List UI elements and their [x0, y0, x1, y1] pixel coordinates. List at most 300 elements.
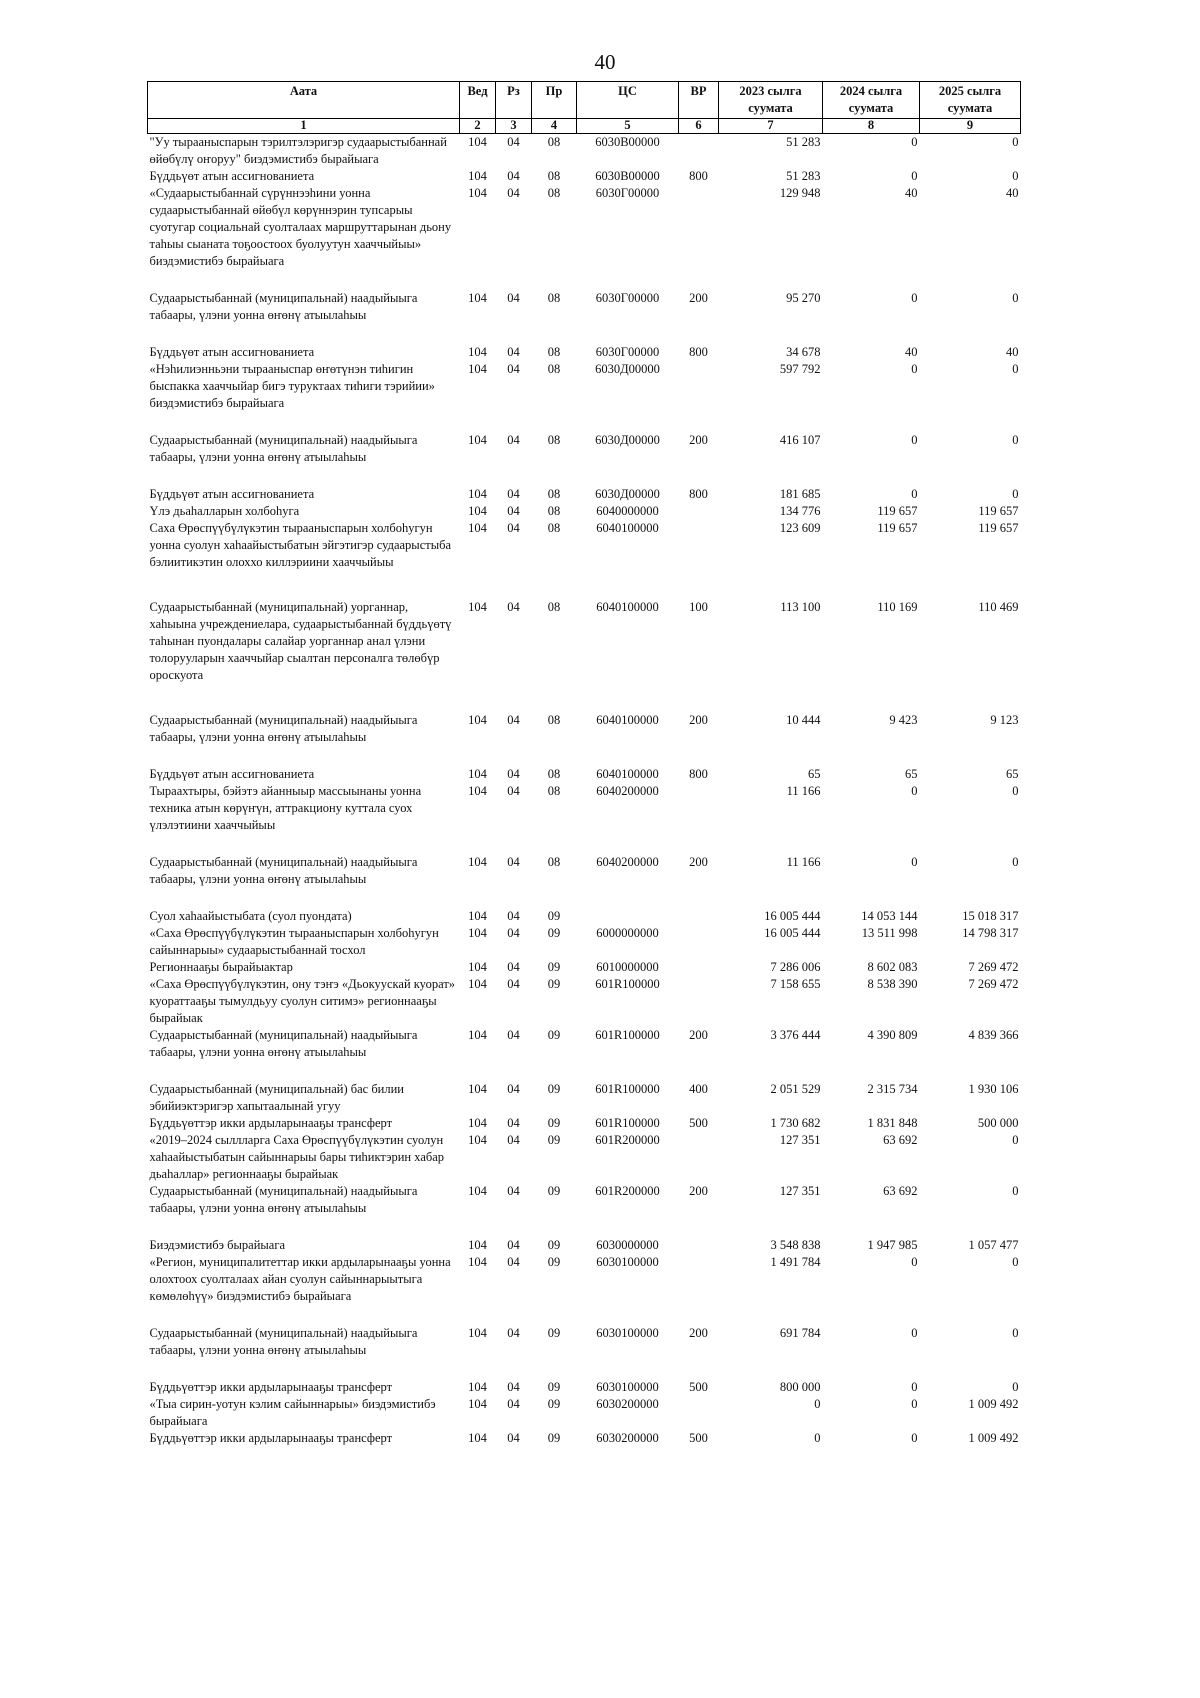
row-rz: 04: [507, 1380, 520, 1394]
row-amount-2023: 51 283: [786, 135, 821, 149]
row-vr: 800: [689, 767, 708, 781]
row-rz: 04: [507, 186, 520, 200]
row-amount-2023: 0: [814, 1397, 821, 1411]
table-row: [148, 959, 1021, 976]
row-amount-2025: 9 123: [990, 713, 1019, 727]
row-amount-2025: 4 839 366: [968, 1028, 1019, 1042]
row-rz: 04: [507, 1133, 520, 1147]
row-rz: 04: [507, 362, 520, 376]
row-ved: 104: [468, 960, 487, 974]
row-cs: 601R200000: [595, 1133, 660, 1147]
row-amount-2024: 13 511 998: [861, 926, 918, 940]
row-vr: 200: [689, 433, 708, 447]
row-rz: 04: [507, 600, 520, 614]
row-cs: 601R200000: [595, 1184, 660, 1198]
row-rz: 04: [507, 504, 520, 518]
table-row: [148, 766, 1021, 783]
row-pr: 08: [547, 186, 561, 200]
row-amount-2023: 11 166: [786, 855, 821, 869]
row-name: «Саха Өрөспүүбүлүкэтин, ону тэҥэ «Дьокуускай куорат» куораттааҕы тымулдьуу суолун ситимэ» регионнааҕы бырайыак: [149, 977, 456, 1025]
column-number: 8: [823, 119, 920, 134]
row-cs: 6030Д00000: [595, 362, 660, 376]
row-pr: 08: [547, 855, 561, 869]
row-cs: 6030В00000: [595, 169, 660, 183]
row-amount-2023: 127 351: [779, 1133, 821, 1147]
row-name: Бүддьүөттэр икки ардыларынааҕы трансферт: [149, 1431, 393, 1445]
row-pr: 08: [547, 504, 561, 518]
row-pr: 09: [547, 1028, 561, 1042]
row-amount-2025: 7 269 472: [968, 960, 1019, 974]
row-pr: 09: [547, 1184, 561, 1198]
row-amount-2025: 14 798 317: [962, 926, 1019, 940]
row-amount-2024: 0: [911, 855, 918, 869]
row-amount-2023: 127 351: [779, 1184, 821, 1198]
row-vr: 100: [689, 600, 708, 614]
column-number: 4: [532, 119, 577, 134]
row-vr: 200: [689, 1326, 708, 1340]
row-pr: 08: [547, 433, 561, 447]
row-name: Бүддьүөт атын ассигнованиета: [149, 487, 315, 501]
row-vr: 200: [689, 855, 708, 869]
row-rz: 04: [507, 1082, 520, 1096]
row-amount-2024: 1 831 848: [867, 1116, 918, 1130]
page-number: 40: [594, 50, 616, 74]
row-amount-2024: 0: [911, 362, 918, 376]
row-rz: 04: [507, 1431, 520, 1445]
row-amount-2023: 16 005 444: [764, 909, 821, 923]
row-vr: [679, 925, 719, 959]
row-vr: [679, 783, 719, 854]
table-row: [148, 1132, 1021, 1183]
row-amount-2024: 4 390 809: [867, 1028, 918, 1042]
table-row: [148, 1430, 1021, 1447]
row-name: Судаарыстыбаннай (муниципальнай) наадыйыыга табаары, үлэни уонна өҥөнү атыылаһыы: [149, 291, 418, 322]
row-cs: 6040100000: [596, 600, 659, 614]
row-pr: 08: [547, 135, 561, 149]
row-vr: [679, 1132, 719, 1183]
row-cs: 6030200000: [596, 1431, 659, 1445]
row-amount-2024: 65: [905, 767, 918, 781]
row-rz: 04: [507, 1116, 520, 1130]
row-ved: 104: [468, 713, 487, 727]
row-cs: 6040100000: [596, 767, 659, 781]
row-vr: [679, 503, 719, 520]
row-amount-2023: 7 158 655: [770, 977, 821, 991]
row-amount-2023: 7 286 006: [770, 960, 821, 974]
row-ved: 104: [468, 521, 487, 535]
row-amount-2023: 2 051 529: [770, 1082, 821, 1096]
table-row: [148, 1237, 1021, 1254]
row-name: Судаарыстыбаннай (муниципальнай) уорганнар, хаһыына учреждениелара, судаарыстыбаннай бүддьүөтү таһынан пуондалары салайар уорганнар анал үлэни толорууларын хааччыйар сыалтан персоналга төлөбүр ороскуота: [149, 600, 452, 682]
row-cs: 6000000000: [596, 926, 659, 940]
row-rz: 04: [507, 713, 520, 727]
row-vr: 500: [689, 1380, 708, 1394]
row-ved: 104: [468, 1326, 487, 1340]
row-ved: 104: [468, 1431, 487, 1445]
row-pr: 08: [547, 169, 561, 183]
row-cs: 6030100000: [596, 1255, 659, 1269]
row-ved: 104: [468, 362, 487, 376]
row-amount-2025: 0: [1012, 169, 1019, 183]
row-rz: 04: [507, 1028, 520, 1042]
row-rz: 04: [507, 784, 520, 798]
row-vr: [679, 959, 719, 976]
row-name: Судаарыстыбаннай (муниципальнай) наадыйыыга табаары, үлэни уонна өҥөнү атыылаһыы: [149, 713, 418, 744]
header-2025: 2025 сылга суумата: [920, 82, 1021, 119]
row-amount-2023: 34 678: [786, 345, 821, 359]
table-row: [148, 976, 1021, 1027]
row-ved: 104: [468, 1133, 487, 1147]
row-pr: 08: [547, 767, 561, 781]
row-amount-2024: 8 602 083: [867, 960, 918, 974]
table-row: [148, 1081, 1021, 1115]
row-vr: [679, 361, 719, 432]
row-amount-2025: 0: [1012, 135, 1019, 149]
table-row: [148, 1027, 1021, 1081]
row-amount-2025: 500 000: [977, 1116, 1019, 1130]
row-cs: 6040200000: [596, 784, 659, 798]
row-rz: 04: [507, 1184, 520, 1198]
row-amount-2023: 1 491 784: [770, 1255, 821, 1269]
row-ved: 104: [468, 433, 487, 447]
row-name: Судаарыстыбаннай (муниципальнай) наадыйыыга табаары, үлэни уонна өҥөнү атыылаһыы: [149, 1184, 418, 1215]
row-amount-2024: 0: [911, 1397, 918, 1411]
row-pr: 08: [547, 521, 561, 535]
table-row: [148, 599, 1021, 712]
row-ved: 104: [468, 1116, 487, 1130]
row-cs: 6010000000: [596, 960, 659, 974]
row-ved: 104: [468, 977, 487, 991]
row-ved: 104: [468, 1082, 487, 1096]
row-ved: 104: [468, 135, 487, 149]
row-amount-2023: 0: [814, 1431, 821, 1445]
header-2023: 2023 сылга суумата: [719, 82, 823, 119]
row-amount-2025: 0: [1012, 362, 1019, 376]
row-rz: 04: [507, 1238, 520, 1252]
row-cs: 6030Г00000: [595, 345, 660, 359]
row-name: «Судаарыстыбаннай сүрүннээһини уонна судаарыстыбаннай өйөбүл көрүннэрин тупсарыы суотугар социальнай суолталаах маршруттарынан дьону таһыы сыаната тоҕоостоох буолуутун хааччыйыы» биэдэмистибэ бырайыага: [149, 186, 452, 268]
row-amount-2023: 11 166: [786, 784, 821, 798]
row-amount-2024: 0: [911, 291, 918, 305]
row-amount-2024: 0: [911, 169, 918, 183]
row-name: Судаарыстыбаннай (муниципальнай) наадыйыыга табаары, үлэни уонна өҥөнү атыылаһыы: [149, 1326, 418, 1357]
row-ved: 104: [468, 855, 487, 869]
row-amount-2024: 110 169: [877, 600, 918, 614]
table-row: [148, 925, 1021, 959]
table-row: [148, 168, 1021, 185]
row-pr: 09: [547, 960, 561, 974]
row-pr: 08: [547, 362, 561, 376]
row-name: «Саха Өрөспүүбүлүкэтин тырааныспарын холбоһугун сайыннарыы» судаарыстыбаннай тосхол: [149, 926, 439, 957]
row-rz: 04: [507, 909, 520, 923]
row-amount-2024: 119 657: [877, 504, 918, 518]
row-amount-2023: 1 730 682: [770, 1116, 821, 1130]
row-cs: 6030Д00000: [595, 433, 660, 447]
row-cs: 601R100000: [595, 1116, 660, 1130]
table-row: [148, 1254, 1021, 1325]
row-pr: 09: [547, 909, 561, 923]
row-amount-2024: 8 538 390: [867, 977, 918, 991]
row-name: Судаарыстыбаннай (муниципальнай) наадыйыыга табаары, үлэни уонна өҥөнү атыылаһыы: [149, 1028, 418, 1059]
row-amount-2024: 9 423: [889, 713, 918, 727]
column-number: 7: [719, 119, 823, 134]
row-ved: 104: [468, 1184, 487, 1198]
row-amount-2025: 0: [1012, 433, 1019, 447]
row-pr: 09: [547, 1431, 561, 1445]
row-rz: 04: [507, 767, 520, 781]
row-name: Биэдэмистибэ бырайыага: [149, 1238, 286, 1252]
row-vr: 800: [689, 487, 708, 501]
row-amount-2023: 129 948: [779, 186, 821, 200]
header-name: Аата: [148, 82, 460, 119]
row-amount-2023: 416 107: [779, 433, 821, 447]
row-cs: 6030100000: [596, 1326, 659, 1340]
row-ved: 104: [468, 291, 487, 305]
row-amount-2024: 0: [911, 487, 918, 501]
row-vr: 500: [689, 1431, 708, 1445]
row-rz: 04: [507, 1255, 520, 1269]
table-row: [148, 503, 1021, 520]
row-pr: 08: [547, 713, 561, 727]
row-cs: 6030Г00000: [595, 186, 660, 200]
row-amount-2025: 0: [1012, 1255, 1019, 1269]
row-vr: 200: [689, 291, 708, 305]
column-number: 9: [920, 119, 1021, 134]
row-amount-2025: 0: [1012, 855, 1019, 869]
row-rz: 04: [507, 169, 520, 183]
row-rz: 04: [507, 291, 520, 305]
table-row: [148, 290, 1021, 344]
row-amount-2025: 1 009 492: [968, 1397, 1019, 1411]
row-name: Үлэ дьаһалларын холбоһуга: [149, 504, 300, 518]
table-row: [148, 1396, 1021, 1430]
row-amount-2023: 51 283: [786, 169, 821, 183]
row-amount-2024: 1 947 985: [867, 1238, 918, 1252]
table-row: [148, 1183, 1021, 1237]
table-row: [148, 432, 1021, 486]
row-cs: 601R100000: [595, 1082, 660, 1096]
table-row: [148, 520, 1021, 599]
row-amount-2025: 0: [1012, 1133, 1019, 1147]
row-amount-2023: 691 784: [779, 1326, 821, 1340]
row-amount-2024: 0: [911, 1380, 918, 1394]
row-amount-2023: 181 685: [779, 487, 821, 501]
row-amount-2025: 1 057 477: [968, 1238, 1019, 1252]
row-vr: 200: [689, 713, 708, 727]
row-amount-2024: 0: [911, 1255, 918, 1269]
row-amount-2023: 65: [808, 767, 821, 781]
row-amount-2023: 123 609: [779, 521, 821, 535]
header-pr: Пр: [532, 82, 577, 119]
row-ved: 104: [468, 1028, 487, 1042]
row-rz: 04: [507, 487, 520, 501]
column-number: 1: [148, 119, 460, 134]
row-amount-2024: 40: [905, 186, 918, 200]
row-pr: 09: [547, 1326, 561, 1340]
row-name: Суол хаһаайыстыбата (суол пуондата): [149, 909, 352, 923]
row-vr: [679, 185, 719, 290]
row-amount-2024: 0: [911, 433, 918, 447]
row-amount-2023: 113 100: [780, 600, 821, 614]
row-vr: 200: [689, 1184, 708, 1198]
row-name: Бүддьүөттэр икки ардыларынааҕы трансферт: [149, 1116, 393, 1130]
row-amount-2024: 40: [905, 345, 918, 359]
row-vr: [679, 520, 719, 599]
table-row: [148, 344, 1021, 361]
row-ved: 104: [468, 926, 487, 940]
row-amount-2024: 0: [911, 1326, 918, 1340]
row-pr: 08: [547, 600, 561, 614]
row-ved: 104: [468, 487, 487, 501]
row-ved: 104: [468, 600, 487, 614]
row-amount-2025: 119 657: [978, 504, 1019, 518]
column-number-row: [148, 119, 1021, 134]
row-amount-2023: 16 005 444: [764, 926, 821, 940]
row-pr: 08: [547, 487, 561, 501]
row-vr: 800: [689, 169, 708, 183]
row-amount-2025: 40: [1006, 186, 1019, 200]
row-cs: 6030Г00000: [595, 291, 660, 305]
row-vr: [679, 976, 719, 1027]
row-ved: 104: [468, 767, 487, 781]
row-cs: [577, 908, 679, 925]
row-ved: 104: [468, 504, 487, 518]
row-ved: 104: [468, 784, 487, 798]
row-cs: 601R100000: [595, 977, 660, 991]
row-cs: 6030В00000: [595, 135, 660, 149]
row-amount-2023: 3 548 838: [770, 1238, 821, 1252]
row-name: Саха Өрөспүүбүлүкэтин тырааныспарын холбоһугун уонна суолун хаһаайыстыбатын эйгэтигэр судаарыстыба бэлиитикэтин олоххо киллэриини хааччыйыы: [149, 521, 452, 569]
row-name: Регионнааҕы бырайыактар: [149, 960, 293, 974]
row-amount-2023: 3 376 444: [770, 1028, 821, 1042]
header-rz: Рз: [496, 82, 532, 119]
column-number: 3: [496, 119, 532, 134]
column-number: 2: [460, 119, 496, 134]
row-ved: 104: [468, 169, 487, 183]
row-rz: 04: [507, 926, 520, 940]
row-amount-2023: 10 444: [786, 713, 821, 727]
row-ved: 104: [468, 345, 487, 359]
row-amount-2023: 95 270: [786, 291, 821, 305]
table-row: [148, 361, 1021, 432]
row-cs: 6030200000: [596, 1397, 659, 1411]
row-name: «Тыа сирин-уотун кэлим сайыннарыы» биэдэмистибэ бырайыага: [149, 1397, 436, 1428]
row-amount-2024: 0: [911, 135, 918, 149]
table-row: [148, 134, 1021, 169]
row-amount-2023: 134 776: [779, 504, 821, 518]
row-vr: [679, 1254, 719, 1325]
row-pr: 09: [547, 1380, 561, 1394]
row-ved: 104: [468, 1397, 487, 1411]
row-vr: [679, 1396, 719, 1430]
row-cs: 6040200000: [596, 855, 659, 869]
table-row: [148, 1115, 1021, 1132]
row-name: «2019–2024 сыллларга Саха Өрөспүүбүлүкэтин суолун хаһаайыстыбатын сайыннарыы бары тиһиктэрин хабар дьаһаллар» регионнааҕы бырайыак: [149, 1133, 445, 1181]
row-vr: [679, 134, 719, 169]
row-ved: 104: [468, 186, 487, 200]
row-amount-2025: 1 930 106: [968, 1082, 1019, 1096]
row-name: Бүддьүөттэр икки ардыларынааҕы трансферт: [149, 1380, 393, 1394]
row-name: Бүддьүөт атын ассигнованиета: [149, 767, 315, 781]
table-row: [148, 1325, 1021, 1379]
budget-table: [147, 81, 1021, 1447]
row-vr: 800: [689, 345, 708, 359]
header-vr: ВР: [679, 82, 719, 119]
row-pr: 09: [547, 926, 561, 940]
row-rz: 04: [507, 1326, 520, 1340]
row-name: «Нэһилиэнньэни тырааныспар өҥөтүнэн тиһигин быспакка хааччыйар бигэ туруктаах тиһиги тэрийии» биэдэмистибэ бырайыага: [149, 362, 435, 410]
row-name: Судаарыстыбаннай (муниципальнай) наадыйыыга табаары, үлэни уонна өҥөнү атыылаһыы: [149, 433, 418, 464]
row-name: Тыраахтыры, бэйэтэ айанныыр массыынаны уонна техника атын көрүҥүн, аттракциону куттала суох үлэлэтиини хааччыйыы: [149, 784, 422, 832]
row-pr: 09: [547, 1397, 561, 1411]
row-amount-2023: 597 792: [779, 362, 821, 376]
row-rz: 04: [507, 855, 520, 869]
row-vr: 200: [689, 1028, 708, 1042]
row-ved: 104: [468, 1238, 487, 1252]
header-cs: ЦС: [577, 82, 679, 119]
row-pr: 09: [547, 1082, 561, 1096]
row-pr: 09: [547, 1116, 561, 1130]
row-amount-2025: 110 469: [978, 600, 1019, 614]
row-pr: 08: [547, 345, 561, 359]
row-amount-2025: 0: [1012, 1380, 1019, 1394]
row-ved: 104: [468, 1255, 487, 1269]
row-amount-2025: 0: [1012, 487, 1019, 501]
row-amount-2024: 63 692: [883, 1184, 918, 1198]
row-rz: 04: [507, 433, 520, 447]
row-amount-2025: 0: [1012, 1326, 1019, 1340]
row-cs: 6040100000: [596, 713, 659, 727]
row-cs: 6030100000: [596, 1380, 659, 1394]
row-rz: 04: [507, 345, 520, 359]
row-amount-2024: 63 692: [883, 1133, 918, 1147]
row-rz: 04: [507, 521, 520, 535]
column-number: 6: [679, 119, 719, 134]
row-pr: 09: [547, 1238, 561, 1252]
row-amount-2025: 1 009 492: [968, 1431, 1019, 1445]
row-name: «Регион, муниципалитеттар икки ардыларынааҕы уонна олохтоох суолталаах айан суолун сайыннарыытыга көмөлөһүү» биэдэмистибэ бырайыага: [149, 1255, 451, 1303]
row-pr: 08: [547, 291, 561, 305]
row-pr: 09: [547, 1255, 561, 1269]
table-body: [148, 134, 1021, 1448]
row-amount-2024: 0: [911, 1431, 918, 1445]
header-ved: Вед: [460, 82, 496, 119]
row-vr: 500: [689, 1116, 708, 1130]
row-amount-2025: 0: [1012, 291, 1019, 305]
column-number: 5: [577, 119, 679, 134]
row-cs: 6040000000: [596, 504, 659, 518]
table-row: [148, 712, 1021, 766]
row-amount-2025: 7 269 472: [968, 977, 1019, 991]
row-vr: [679, 908, 719, 925]
row-rz: 04: [507, 960, 520, 974]
row-pr: 08: [547, 784, 561, 798]
row-amount-2025: 40: [1006, 345, 1019, 359]
row-rz: 04: [507, 135, 520, 149]
row-cs: 6030000000: [596, 1238, 659, 1252]
row-name: Судаарыстыбаннай (муниципальнай) бас билии эбийиэктэригэр хапытаалынай угуу: [149, 1082, 404, 1113]
row-cs: 6030Д00000: [595, 487, 660, 501]
table-row: [148, 1379, 1021, 1396]
row-vr: [679, 1237, 719, 1254]
row-amount-2023: 800 000: [779, 1380, 821, 1394]
row-amount-2024: 2 315 734: [867, 1082, 918, 1096]
table-row: [148, 783, 1021, 854]
row-name: "Уу тырааныспарын тэрилтэлэригэр судаарыстыбаннай өйөбүлү оҥоруу" биэдэмистибэ бырайыага: [149, 135, 447, 166]
row-pr: 09: [547, 1133, 561, 1147]
row-amount-2024: 119 657: [877, 521, 918, 535]
header-row: [148, 82, 1021, 119]
